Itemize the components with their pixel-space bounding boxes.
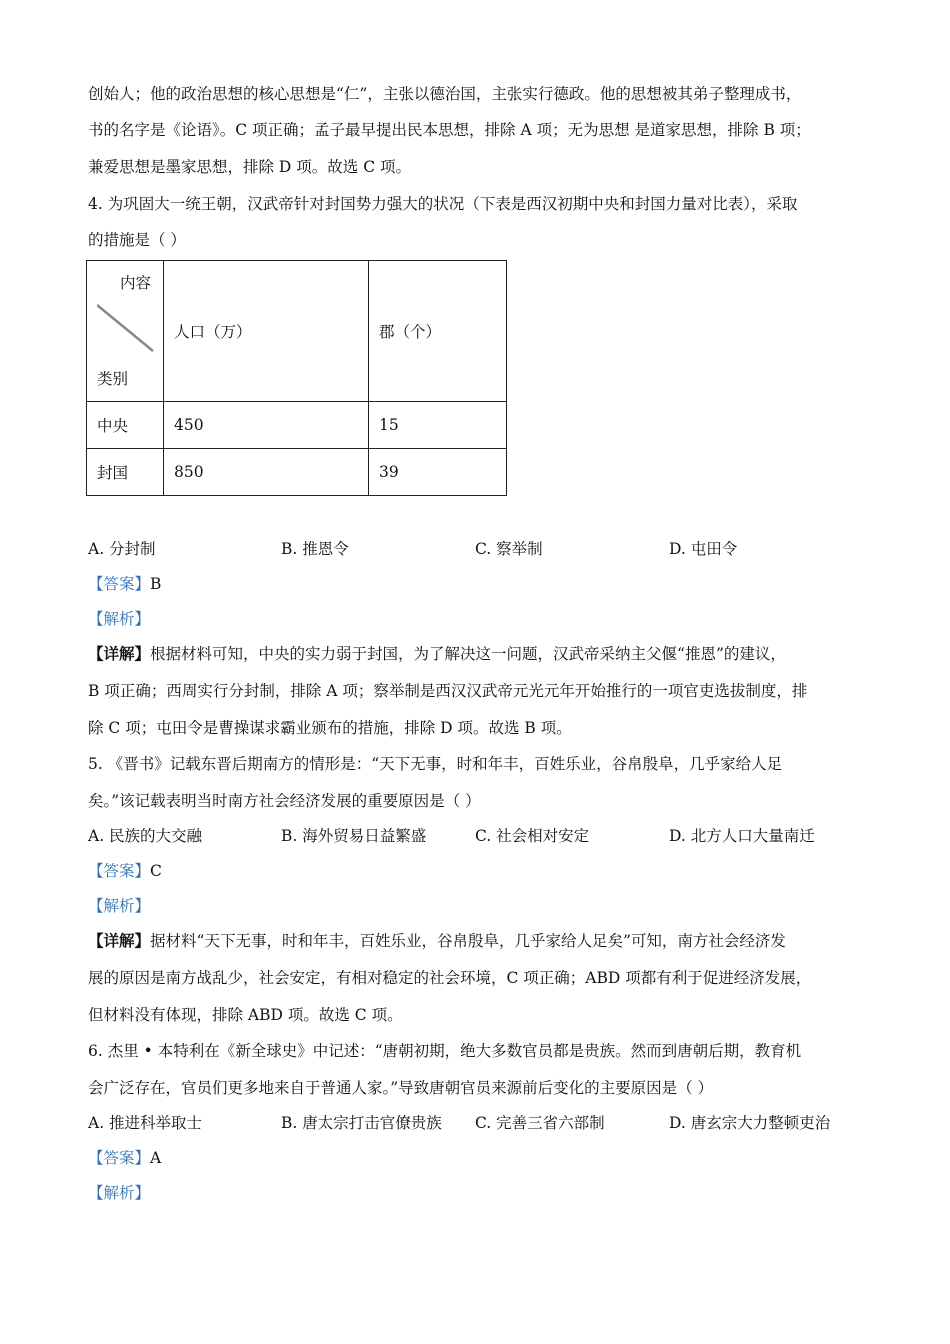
table-header-content: 内容	[119, 274, 151, 292]
q4-detail-line-2: B 项正确；西周实行分封制，排除 A 项；察举制是西汉汉武帝元光元年开始推行的一项官吏选拔制度，排	[88, 682, 808, 700]
detail-text: 根据材料可知，中央的实力弱于封国，为了解决这一问题，汉武帝采纳主父偃“推恩”的建议，	[150, 645, 786, 663]
q4-option-a: A. 分封制	[88, 540, 156, 558]
q4-stem-line-1: 4. 为巩固大一统王朝，汉武帝针对封国势力强大的状况（下表是西汉初期中央和封国力量对比表），采取	[88, 195, 798, 213]
answer-tag: 【答案】	[88, 862, 151, 880]
answer-value: B	[150, 575, 162, 593]
answer-tag: 【答案】	[88, 1149, 151, 1167]
q6-answer	[88, 1146, 161, 1168]
diagonal-line-icon	[97, 303, 157, 355]
q5-analysis-tag: 【解析】	[88, 897, 151, 915]
table-row	[87, 402, 507, 449]
q5-option-d: D. 北方人口大量南迁	[669, 827, 815, 845]
q5-stem-line-1: 5. 《晋书》记载东晋后期南方的情形是：“天下无事，时和年丰，百姓乐业，谷帛殷阜，几乎家给人足	[88, 755, 783, 773]
q4-detail-line-3: 除 C 项；屯田令是曹操谋求霸业颁布的措施，排除 D 项。故选 B 项。	[88, 719, 572, 737]
q4-option-d: D. 屯田令	[669, 540, 738, 558]
table-cell-commanderies: 39	[369, 449, 507, 496]
q6-option-c: C. 完善三省六部制	[475, 1114, 605, 1132]
q4-stem-line-2: 的措施是（ ）	[88, 231, 186, 249]
answer-value: A	[150, 1149, 162, 1167]
table-header-diagonal-cell	[87, 261, 164, 402]
q6-option-d: D. 唐玄宗大力整顿吏治	[669, 1114, 831, 1132]
comparison-table	[86, 260, 507, 496]
q5-detail-line-1	[88, 929, 786, 951]
q6-option-b: B. 唐太宗打击官僚贵族	[281, 1114, 442, 1132]
table-header-population: 人口（万）	[164, 261, 369, 402]
q5-stem-line-2: 矣。”该记载表明当时南方社会经济发展的重要原因是（ ）	[88, 792, 481, 810]
q4-option-c: C. 察举制	[475, 540, 543, 558]
q6-analysis-tag: 【解析】	[88, 1184, 151, 1202]
table-cell-commanderies: 15	[369, 402, 507, 449]
q4-detail-line-1	[88, 642, 786, 664]
table-row-label: 中央	[87, 402, 164, 449]
q4-answer	[88, 572, 161, 594]
table-header-category: 类别	[97, 370, 129, 388]
table-header-commanderies: 郡（个）	[369, 261, 507, 402]
q6-stem-line-1: 6. 杰里 • 本特利在《新全球史》中记述：“唐朝初期，绝大多数官员都是贵族。然而到唐朝后期，教育机	[88, 1042, 802, 1060]
detail-tag: 【详解】	[88, 931, 151, 950]
detail-text: 据材料“天下无事，时和年丰，百姓乐业，谷帛殷阜，几乎家给人足矣”可知，南方社会经济发	[150, 932, 786, 950]
q5-option-c: C. 社会相对安定	[475, 827, 590, 845]
table-cell-population: 850	[164, 449, 369, 496]
q5-detail-line-2: 展的原因是南方战乱少，社会安定，有相对稳定的社会环境，C 项正确；ABD 项都有利于促进经济发展，	[88, 969, 812, 987]
q5-option-a: A. 民族的大交融	[88, 827, 203, 845]
table-row	[87, 449, 507, 496]
table-cell-population: 450	[164, 402, 369, 449]
intro-line-2: 书的名字是《论语》。C 项正确；孟子最早提出民本思想，排除 A 项；无为思想 是道家思想，排除 B 项；	[88, 121, 811, 139]
q4-analysis-tag: 【解析】	[88, 610, 151, 628]
q5-answer	[88, 859, 162, 881]
intro-line-1: 创始人；他的政治思想的核心思想是“仁”，主张以德治国，主张实行德政。他的思想被其弟子整理成书，	[88, 85, 802, 103]
q4-option-b: B. 推恩令	[281, 540, 349, 558]
answer-value: C	[150, 862, 162, 880]
q5-option-b: B. 海外贸易日益繁盛	[281, 827, 427, 845]
detail-tag: 【详解】	[88, 644, 151, 663]
q6-option-a: A. 推进科举取士	[88, 1114, 203, 1132]
intro-line-3: 兼爱思想是墨家思想，排除 D 项。故选 C 项。	[88, 158, 411, 176]
answer-tag: 【答案】	[88, 575, 151, 593]
q6-stem-line-2: 会广泛存在，官员们更多地来自于普通人家。”导致唐朝官员来源前后变化的主要原因是（ ）	[88, 1079, 714, 1097]
table-row-label: 封国	[87, 449, 164, 496]
q5-detail-line-3: 但材料没有体现，排除 ABD 项。故选 C 项。	[88, 1006, 403, 1024]
